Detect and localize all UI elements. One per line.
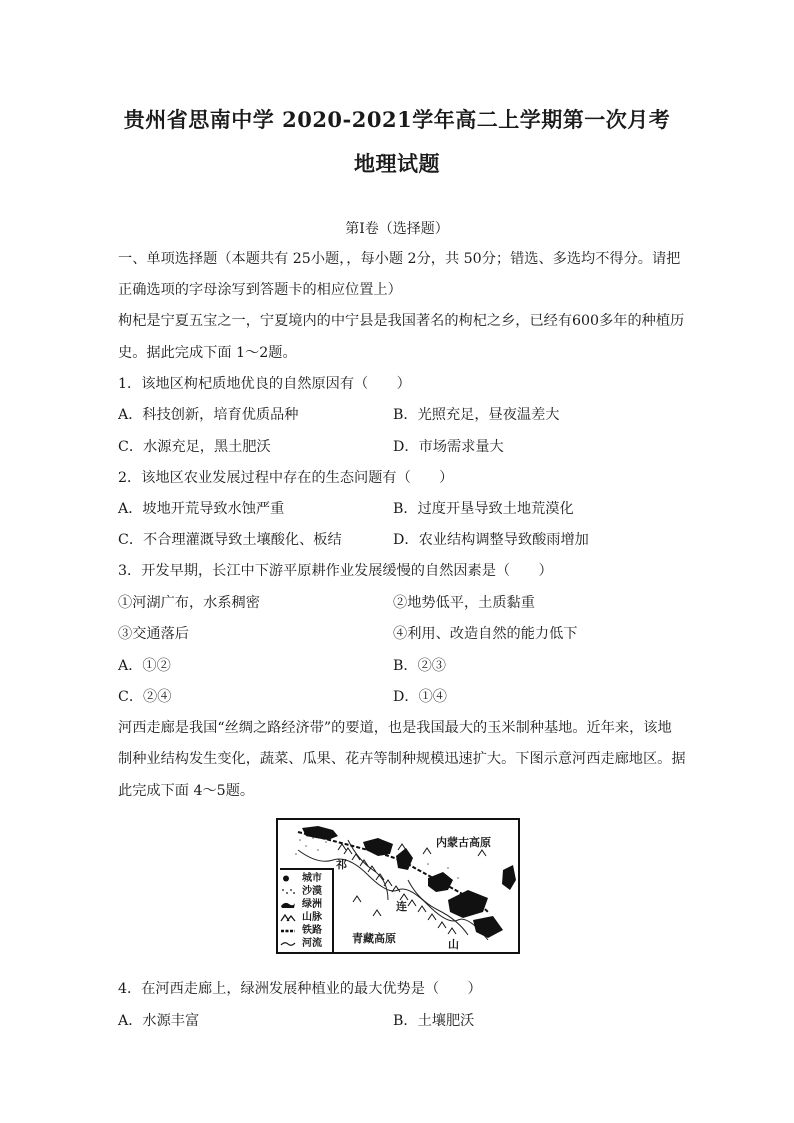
desert-icon	[280, 887, 296, 896]
option-d[interactable]: D．①④	[393, 689, 447, 705]
passage1-line-1: 枸杞是宁夏五宝之一，宁夏境内的中宁县是我国著名的枸杞之乡，已经有600多年的种植历	[118, 313, 685, 329]
option-a[interactable]: A．水源丰富	[118, 1013, 200, 1029]
option-d[interactable]: D．市场需求量大	[393, 439, 504, 455]
label-shan: 山	[448, 938, 459, 951]
statement-1: ①河湖广布，水系稠密	[118, 595, 260, 611]
map-legend: 城市 沙漠 绿洲 山脉 铁路 河流	[280, 868, 334, 954]
instructions-line-2: 正确选项的字母涂写到答题卡的相应位置上）	[118, 282, 402, 298]
option-d[interactable]: D．农业结构调整导致酸雨增加	[393, 532, 589, 548]
label-qi: 祁	[336, 858, 347, 871]
option-b[interactable]: B．光照充足，昼夜温差大	[393, 407, 560, 423]
passage2-line-2: 制种业结构发生变化，蔬菜、瓜果、花卉等制种规模迅速扩大。下图示意河西走廊地区。据	[118, 751, 686, 767]
option-b[interactable]: B．过度开垦导致土地荒漠化	[393, 501, 574, 517]
option-b[interactable]: B．土壤肥沃	[393, 1013, 475, 1029]
city-icon	[280, 874, 296, 883]
oasis-icon	[280, 900, 296, 909]
passage2-line-1: 河西走廊是我国“丝绸之路经济带”的要道，也是我国最大的玉米制种基地。近年来，该地	[118, 720, 672, 736]
passage1-line-2: 史。据此完成下面 1～2题。	[118, 345, 297, 361]
question-stem: 4．在河西走廊上，绿洲发展种植业的最大优势是（ ）	[118, 981, 482, 997]
hexi-corridor-map	[276, 818, 520, 954]
section-heading: 第I卷（选择题）	[345, 221, 449, 237]
railway-icon	[280, 926, 296, 935]
river-icon	[280, 939, 296, 948]
option-a[interactable]: A．①②	[118, 658, 171, 674]
statement-2: ②地势低平，土质黏重	[393, 595, 535, 611]
question-stem: 1．该地区枸杞质地优良的自然原因有（ ）	[118, 376, 411, 392]
passage2-line-3: 此完成下面 4～5题。	[118, 783, 255, 799]
statement-4: ④利用、改造自然的能力低下	[393, 626, 578, 642]
instructions-line-1: 一、单项选择题（本题共有 25小题，，每小题 2分，共 50分；错选、多选均不得分。请把	[118, 251, 681, 267]
option-c[interactable]: C．水源充足，黑土肥沃	[118, 439, 271, 455]
question-stem: 3．开发早期，长江中下游平原耕作业发展缓慢的自然因素是（ ）	[118, 563, 553, 579]
title-line-2: 地理试题	[354, 151, 440, 176]
option-c[interactable]: C．②④	[118, 689, 172, 705]
label-inner-mongolia-plateau: 内蒙古高原	[436, 836, 491, 849]
option-b[interactable]: B．②③	[393, 658, 446, 674]
option-c[interactable]: C．不合理灌溉导致土壤酸化、板结	[118, 532, 342, 548]
statement-3: ③交通落后	[118, 626, 189, 642]
label-lian: 连	[396, 900, 407, 913]
option-a[interactable]: A．坡地开荒导致水蚀严重	[118, 501, 285, 517]
mountain-icon	[280, 913, 296, 922]
question-stem: 2．该地区农业发展过程中存在的生态问题有（ ）	[118, 470, 454, 486]
option-a[interactable]: A．科技创新，培育优质品种	[118, 407, 299, 423]
label-qinghai-tibet-plateau: 青藏高原	[352, 932, 396, 945]
title-line-1: 贵州省思南中学 2020-2021学年高二上学期第一次月考	[123, 107, 671, 132]
